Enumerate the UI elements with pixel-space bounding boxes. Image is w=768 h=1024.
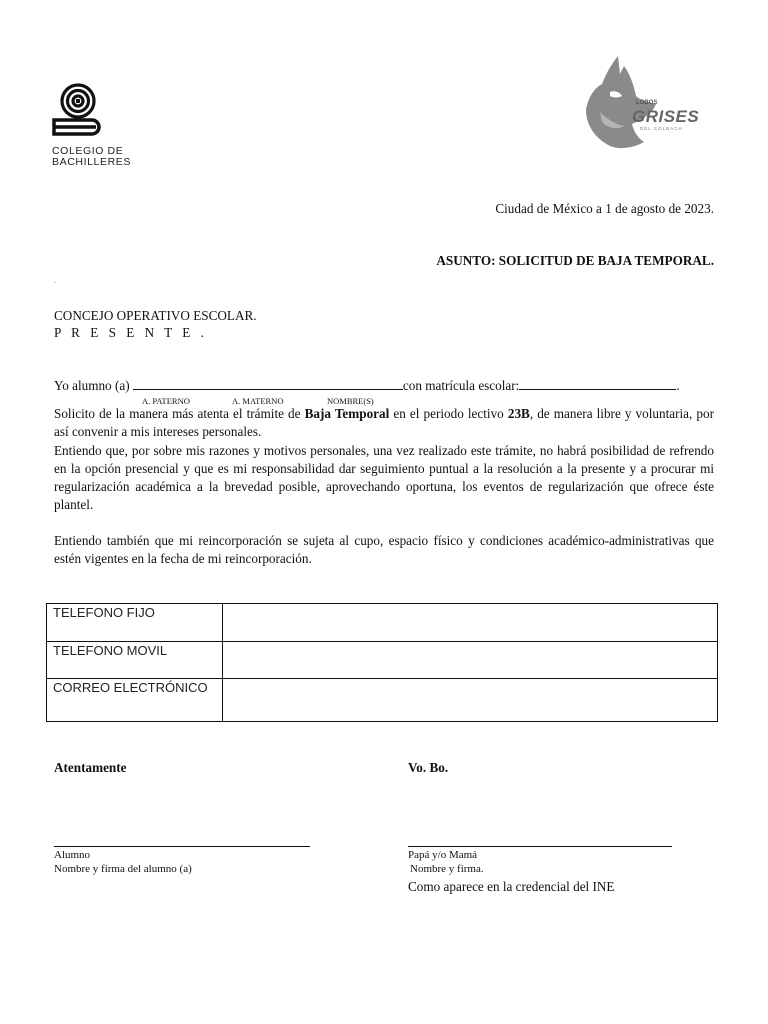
field-telefono-fijo[interactable]	[223, 604, 718, 642]
logo-brand-text: GRISES	[632, 107, 700, 126]
student-name-line	[54, 377, 714, 394]
colbach-logo-line2: BACHILLERES	[52, 156, 131, 168]
student-prefix: Yo alumno (a)	[54, 378, 133, 393]
table-row	[47, 679, 718, 722]
logo-tag-text: DEL COLBACH	[640, 126, 683, 131]
parent-caption-line1: Papá y/o Mamá	[408, 849, 478, 861]
student-caption-line1: Alumno	[54, 849, 91, 861]
p1-bold-period: 23B	[507, 406, 530, 421]
recipient-line2: P R E S E N T E .	[54, 325, 208, 340]
colbach-logo-text	[52, 146, 182, 168]
colbach-emblem-icon	[52, 82, 108, 140]
student-signature-caption	[54, 848, 192, 876]
sublabel-nombres: NOMBRE(S)	[327, 396, 374, 406]
p1-text-c: , de manera libre y voluntaria, por así convenir a mis intereses personales.	[54, 406, 714, 439]
student-name-field[interactable]	[133, 377, 403, 390]
document-date: Ciudad de México a 1 de agosto de 2023.	[495, 201, 714, 216]
contact-table	[46, 603, 718, 722]
line-end: .	[676, 378, 680, 393]
p1-text-b: en el periodo lectivo	[389, 406, 508, 421]
colbach-logo-line1: COLEGIO DE	[52, 145, 124, 157]
ine-note: Como aparece en la credencial del INE	[408, 879, 615, 894]
student-signature-line[interactable]	[54, 846, 310, 847]
lobos-grises-logo	[580, 52, 710, 152]
recipient-block	[54, 307, 257, 341]
atentamente-label: Atentamente	[54, 760, 127, 775]
p1-text-a: Solicito de la manera más atenta el trámite de	[54, 406, 305, 421]
colegio-de-bachilleres-logo	[52, 82, 182, 168]
field-correo[interactable]	[223, 679, 718, 722]
vobo-label: Vo. Bo.	[408, 760, 449, 775]
sublabel-paterno: A. PATERNO	[142, 396, 190, 406]
paragraph-2: Entiendo que, por sobre mis razones y motivos personales, una vez realizado este trámite, no habrá posibilidad de refrendo en la opción presencial y que es mi responsabilidad dar seguimiento puntual a la resolución a la presente y a procurar mi regularización académica a la brevedad posible, aprovechando oportuna, los eventos de regularización que ofrece éste plantel.	[54, 443, 714, 512]
logo-small-text: LOBOS	[636, 100, 658, 106]
parent-signature-line[interactable]	[408, 846, 672, 847]
label-telefono-fijo: TELEFONO FIJO	[47, 604, 223, 642]
p1-bold-baja: Baja Temporal	[304, 406, 390, 421]
table-row	[47, 604, 718, 642]
paragraph-1	[54, 405, 714, 441]
parent-signature-caption	[408, 848, 484, 876]
matricula-field[interactable]	[519, 377, 676, 390]
table-row	[47, 642, 718, 679]
sublabel-materno: A. MATERNO	[232, 396, 284, 406]
field-telefono-movil[interactable]	[223, 642, 718, 679]
parent-caption-line2: Nombre y firma.	[410, 863, 484, 875]
matricula-label: con matrícula escolar:	[402, 378, 520, 393]
label-telefono-movil: TELEFONO MOVIL	[47, 642, 223, 679]
recipient-line1: CONCEJO OPERATIVO ESCOLAR.	[54, 308, 257, 323]
student-caption-line2: Nombre y firma del alumno (a)	[54, 863, 192, 875]
paragraph-3: Entiendo también que mi reincorporación se sujeta al cupo, espacio físico y condiciones académico-administrativas que estén vigentes en la fecha de mi reincorporación.	[54, 533, 714, 566]
label-correo: CORREO ELECTRÓNICO	[47, 679, 223, 722]
stray-mark: .	[54, 276, 56, 285]
document-subject: ASUNTO: SOLICITUD DE BAJA TEMPORAL.	[436, 253, 714, 268]
